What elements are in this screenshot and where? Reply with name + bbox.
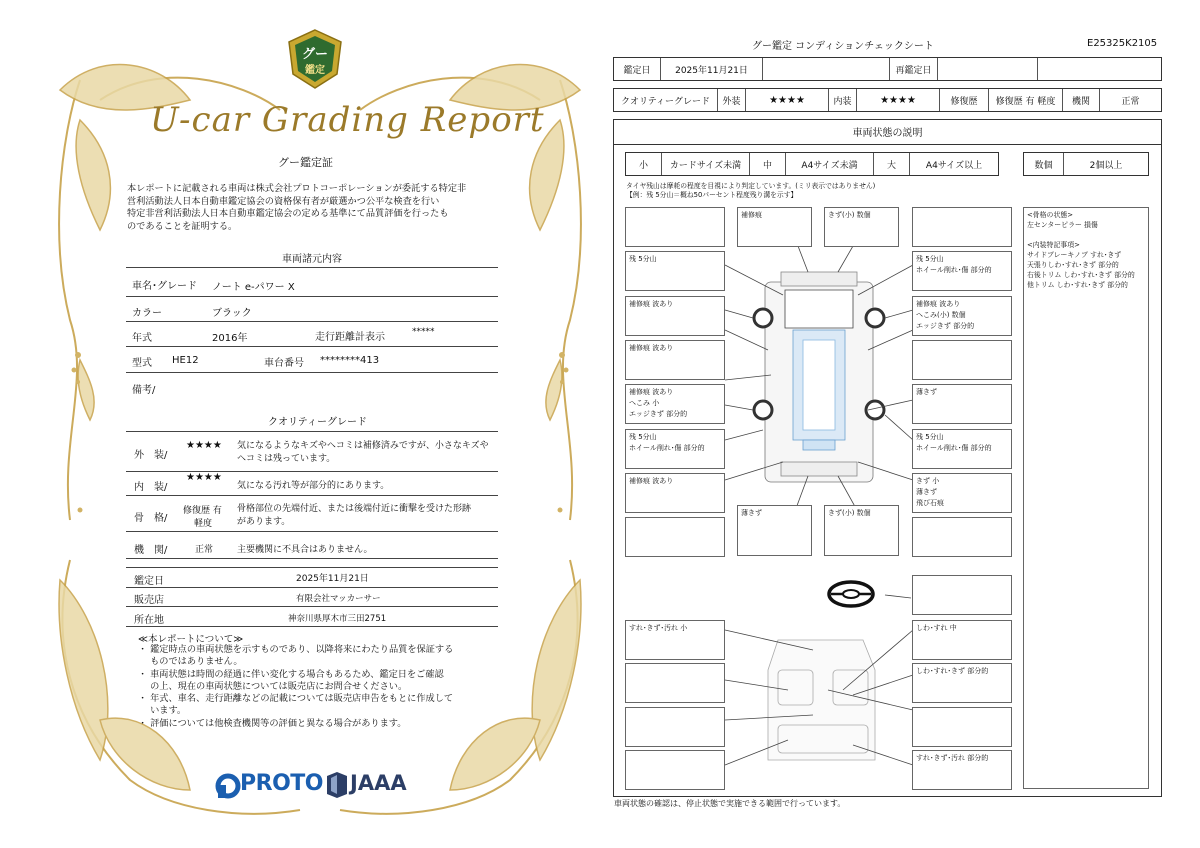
chassis-value: ********413 bbox=[320, 355, 380, 366]
int-box-r3 bbox=[912, 707, 1012, 747]
sheet-code: E25325K2105 bbox=[1087, 38, 1158, 49]
interior-desc: 気になる汚れ等が部分的にあります。 bbox=[237, 481, 390, 491]
date-row-label: 鑑定日 bbox=[614, 58, 661, 80]
jaaa-logo-icon bbox=[327, 772, 347, 798]
repair-value: 修復歴 有 軽度 bbox=[989, 89, 1063, 111]
size-legend bbox=[625, 152, 999, 176]
int-box-l1: すれ･きず･汚れ 小 bbox=[625, 620, 725, 660]
cond-box-r-fender: 補修痕 波あり へこみ(小) 数個 エッジきず 部分的 bbox=[912, 296, 1012, 336]
proto-logo-text: PROTO bbox=[240, 771, 323, 796]
year-label: 年式 bbox=[132, 333, 152, 344]
cond-box-bottom-mid1: 薄きず bbox=[737, 505, 812, 556]
legend-count-desc: 2個以上 bbox=[1089, 160, 1123, 171]
repair-label: 修復歴 bbox=[940, 89, 989, 111]
address-value: 神奈川県厚木市三田2751 bbox=[288, 614, 387, 624]
int-label: 内装 bbox=[829, 89, 857, 111]
cond-box-l-door: 補修痕 波あり bbox=[625, 340, 725, 380]
int-box-l4 bbox=[625, 750, 725, 790]
date-row-value: 2025年11月21日 bbox=[661, 58, 763, 80]
dealer-label: 販売店 bbox=[134, 595, 164, 606]
notes-lines: <骨格の状態> 左センターピラー 損傷 <内装特記事項> サイドブレーキノブ すれ･きず 天張りしわ･すれ･きず 部分的 右後トリム しわ･すれ･きず 部分的 他トリム しわ･すれ･きず 部分的 bbox=[1027, 211, 1135, 289]
grading-certificate bbox=[40, 20, 600, 835]
report-script-title: U-car Grading Report bbox=[150, 100, 545, 140]
exterior-desc: 気になるようなキズやヘコミは補修済みですが、小さなキズや ヘコミは残っています。 bbox=[237, 441, 489, 464]
cond-box-l-rear-door: 補修痕 波あり へこみ 小 エッジきず 部分的 bbox=[625, 384, 725, 424]
legend-small-desc: カードサイズ未満 bbox=[662, 153, 750, 175]
goo-badge-icon bbox=[285, 28, 345, 90]
frame-grade-level: 軽度 bbox=[194, 519, 213, 529]
mileage-label: 走行距離計表示 bbox=[315, 332, 385, 343]
condition-section-title: 車両状態の説明 bbox=[613, 119, 1162, 145]
cond-box-r-rear-tire: 残 5分山 ホイール削れ･傷 部分的 bbox=[912, 429, 1012, 469]
legend-large: 大 bbox=[874, 153, 910, 175]
frame-interior-notes bbox=[1023, 207, 1149, 789]
frame-grade: 修復歴 有 bbox=[183, 506, 222, 516]
model-label: 型式 bbox=[132, 358, 152, 369]
cond-box-top-mid2: きず(小) 数個 bbox=[824, 207, 899, 247]
sheet-footer-note: 車両状態の確認は、停止状態で実施できる範囲で行っています。 bbox=[614, 799, 846, 808]
tire-note: タイヤ残山は摩耗の程度を目視により判定しています。(ミリ表示ではありません) bbox=[626, 182, 876, 190]
engine-label: 機 関/ bbox=[134, 545, 168, 556]
frame-desc: 骨格部位の先端付近、または後端付近に衝撃を受けた形跡 があります。 bbox=[237, 504, 472, 527]
int-box-r4: すれ･きず･汚れ 部分的 bbox=[912, 750, 1012, 790]
cond-box-bottom-mid2: きず(小) 数個 bbox=[824, 505, 899, 556]
color-label: カラー bbox=[132, 308, 162, 319]
redate-label: 再鑑定日 bbox=[890, 58, 938, 80]
cond-box-r-quarter: きず 小 薄きず 飛び石痕 bbox=[912, 473, 1012, 513]
cond-box-l-top bbox=[625, 207, 725, 247]
model-value: HE12 bbox=[172, 355, 199, 366]
date-label: 鑑定日 bbox=[134, 576, 164, 587]
notes-list: ・ 鑑定時点の車両状態を示すものであり、以降将来にわたり品質を保証する ものではありません。 ・ 車両状態は時間の経過に伴い変化する場合もあるため、鑑定日をご確認 の上、現在の車両状態については販売店にお問合せください。 ・ 年式、車名、走行距離などの記載については販売店申告をもとに作成して います。 ・ 評価については他検査機関等の評価と異なる場合があります。 bbox=[138, 644, 454, 729]
interior-label: 内 装/ bbox=[134, 482, 168, 493]
ext-label: 外装 bbox=[718, 89, 746, 111]
cond-box-r-door bbox=[912, 340, 1012, 380]
legend-mid-desc: A4サイズ未満 bbox=[786, 153, 874, 175]
int-box-r1: しわ･すれ 中 bbox=[912, 620, 1012, 660]
color-value: ブラック bbox=[212, 308, 252, 319]
cond-box-l-fender: 補修痕 波あり bbox=[625, 296, 725, 336]
certificate-intro: 本レポートに記載される車両は株式会社プロトコーポレーションが委託する特定非 営利活動法人日本自動車鑑定協会の資格保有者が厳選かつ公平な検査を行い 特定非営利活動法人日本自動車鑑定協会の定める基準にて品質評価を行ったも のであることを証明する。 bbox=[127, 183, 467, 232]
int-box-r2: しわ･すれ･きず 部分的 bbox=[912, 663, 1012, 703]
cond-box-r-top bbox=[912, 207, 1012, 247]
legend-large-desc: A4サイズ以上 bbox=[925, 160, 983, 171]
jaaa-logo-text: JAAA bbox=[350, 771, 407, 795]
mileage-value: ***** bbox=[412, 327, 435, 337]
name-label: 車名･グレード bbox=[132, 281, 197, 292]
int-box-l3 bbox=[625, 707, 725, 747]
legend-count: 数個 bbox=[1024, 153, 1064, 175]
exterior-grade: ★★★★ bbox=[186, 440, 222, 451]
legend-small: 小 bbox=[626, 153, 662, 175]
int-value: ★★★★ bbox=[857, 89, 940, 111]
count-legend bbox=[1023, 152, 1149, 176]
address-label: 所在地 bbox=[134, 615, 164, 626]
engine-grade: 正常 bbox=[195, 545, 214, 555]
cond-box-r-bottom bbox=[912, 517, 1012, 557]
quality-section-title: クオリティーグレード bbox=[268, 417, 367, 428]
year-value: 2016年 bbox=[212, 333, 248, 344]
date-value: 2025年11月21日 bbox=[296, 574, 369, 584]
exterior-label: 外 装/ bbox=[134, 450, 168, 461]
name-value: ノート e-パワー X bbox=[212, 282, 295, 293]
remarks-label: 備考/ bbox=[132, 385, 156, 396]
certificate-title: グー鑑定証 bbox=[278, 156, 333, 169]
dealer-value: 有限会社マッカーサー bbox=[296, 594, 381, 604]
cond-box-r-front-tire: 残 5分山 ホイール削れ･傷 部分的 bbox=[912, 251, 1012, 291]
svg-text:グー: グー bbox=[301, 47, 329, 62]
cond-box-l-rear-tire: 残 5分山 ホイール削れ･傷 部分的 bbox=[625, 429, 725, 469]
cond-box-l-bottom bbox=[625, 517, 725, 557]
engine-row-value: 正常 bbox=[1121, 96, 1140, 107]
svg-text:鑑定: 鑑定 bbox=[305, 65, 325, 76]
cond-box-r-rear-door: 薄きず bbox=[912, 384, 1012, 424]
cond-box-l-quarter: 補修痕 波あり bbox=[625, 473, 725, 513]
legend-mid: 中 bbox=[750, 153, 786, 175]
frame-label: 骨 格/ bbox=[134, 513, 168, 524]
sheet-title: グー鑑定 コンディションチェックシート bbox=[752, 41, 934, 52]
engine-row-label: 機関 bbox=[1063, 89, 1100, 111]
date-row bbox=[613, 57, 1162, 81]
tire-example: 【例：残 5分山＝概ね50パーセント程度残り溝を示す】 bbox=[626, 191, 798, 199]
steering-wheel-icon bbox=[829, 582, 873, 606]
notes-title: ≪本レポートについて≫ bbox=[138, 634, 244, 645]
spec-section-title: 車両諸元内容 bbox=[282, 254, 342, 265]
engine-desc: 主要機関に不具合はありません。 bbox=[237, 545, 373, 555]
cond-box-l-front-tire: 残 5分山 bbox=[625, 251, 725, 291]
interior-grade: ★★★★ bbox=[186, 472, 222, 483]
proto-logo-icon bbox=[215, 773, 243, 799]
chassis-label: 車台番号 bbox=[264, 358, 304, 369]
int-box-l2 bbox=[625, 663, 725, 703]
quality-grade-label: クオリティーグレード bbox=[614, 89, 718, 111]
cond-box-steering bbox=[912, 575, 1012, 615]
grade-row bbox=[613, 88, 1162, 112]
cond-box-top-mid1: 補修痕 bbox=[737, 207, 812, 247]
ext-value: ★★★★ bbox=[746, 89, 829, 111]
